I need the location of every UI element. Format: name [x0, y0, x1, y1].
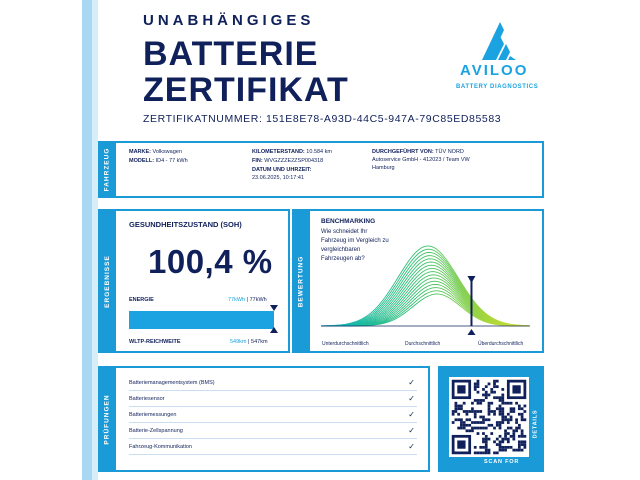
certificate-number: ZERTIFIKATNUMMER: 151E8E78-A93D-44C5-947A-79C85ED85583 [143, 113, 502, 125]
curve-line [321, 246, 529, 326]
vehicle-performed-by: DURCHGEFÜHRT VON: TÜV NORD Autoservice GmbH - 412023 / Team VW Hamburg [372, 149, 470, 171]
energy-bar [129, 311, 274, 329]
check-icon: ✓ [408, 442, 415, 451]
header-subtitle: UNABHÄNGIGES [143, 12, 315, 29]
vehicle-model: MODELL: ID4 - 77 kWh [129, 158, 188, 164]
results-tab: ERGEBNISSE [98, 209, 116, 353]
curve-line [321, 259, 529, 326]
rating-tab: BEWERTUNG [292, 209, 310, 353]
vehicle-fin: FIN: WVGZZZE2ZSP004318 [252, 158, 324, 164]
curve-line [321, 278, 529, 326]
check-icon: ✓ [408, 394, 415, 403]
benchmark-title: BENCHMARKING [321, 218, 376, 225]
energy-bar-fill [129, 311, 274, 329]
range-value: 549km | 547km [230, 339, 268, 345]
vehicle-km: KILOMETERSTAND: 10.584 km [252, 149, 332, 155]
soh-value: 100,4 % [148, 243, 273, 280]
axis-label-below-average: Unterdurchschnittlich [322, 341, 369, 347]
curve-line [321, 272, 529, 326]
page-title [143, 36, 349, 108]
left-decor-stripe [82, 0, 92, 480]
title-line-2: ZERTIFIKAT [143, 71, 349, 109]
qr-caption: SCAN FOR [484, 459, 520, 465]
results-panel [98, 209, 290, 353]
checks-tab: PRÜFUNGEN [98, 366, 116, 472]
axis-label-average: Durchschnittlich [405, 341, 441, 347]
range-label: WLTP-REICHWEITE [129, 339, 181, 345]
check-item: Batterie-Zellspannung ✓ [129, 425, 417, 439]
benchmark-question: Wie schneidet Ihr Fahrzeug im Vergleich zu vergleichbaren Fahrzeugen ab? [321, 229, 389, 262]
logo-wordmark: AVILOO [460, 62, 529, 79]
energy-label: ENERGIE [129, 297, 154, 303]
check-item: Batteriemanagementsystem (BMS) ✓ [129, 377, 417, 391]
vehicle-date: DATUM UND UHRZEIT: 23.06.2025, 10:17:41 [252, 167, 312, 181]
check-icon: ✓ [408, 410, 415, 419]
check-item: Batteriemessungen ✓ [129, 409, 417, 423]
axis-label-above-average: Überdurchschnittlich [478, 341, 524, 347]
qr-code-icon[interactable] [449, 377, 529, 457]
check-item: Fahrzeug-Kommunikation ✓ [129, 441, 417, 455]
check-icon: ✓ [408, 426, 415, 435]
curve-line [321, 275, 529, 326]
logo-tagline: BATTERY DIAGNOSTICS [456, 84, 539, 90]
check-item: Batteriesensor ✓ [129, 393, 417, 407]
energy-marker-icon [269, 304, 279, 334]
benchmark-distribution-curve [318, 232, 533, 340]
soh-label: GESUNDHEITSZUSTAND (SOH) [129, 220, 242, 229]
check-icon: ✓ [408, 378, 415, 387]
vehicle-tab: FAHRZEUG [98, 141, 116, 198]
title-line-1: BATTERIE [143, 35, 319, 73]
qr-side-caption: DETAILS [532, 409, 539, 439]
energy-value: 77kWh | 77kWh [228, 297, 267, 303]
vehicle-brand: MARKE: Volkswagen [129, 149, 182, 155]
